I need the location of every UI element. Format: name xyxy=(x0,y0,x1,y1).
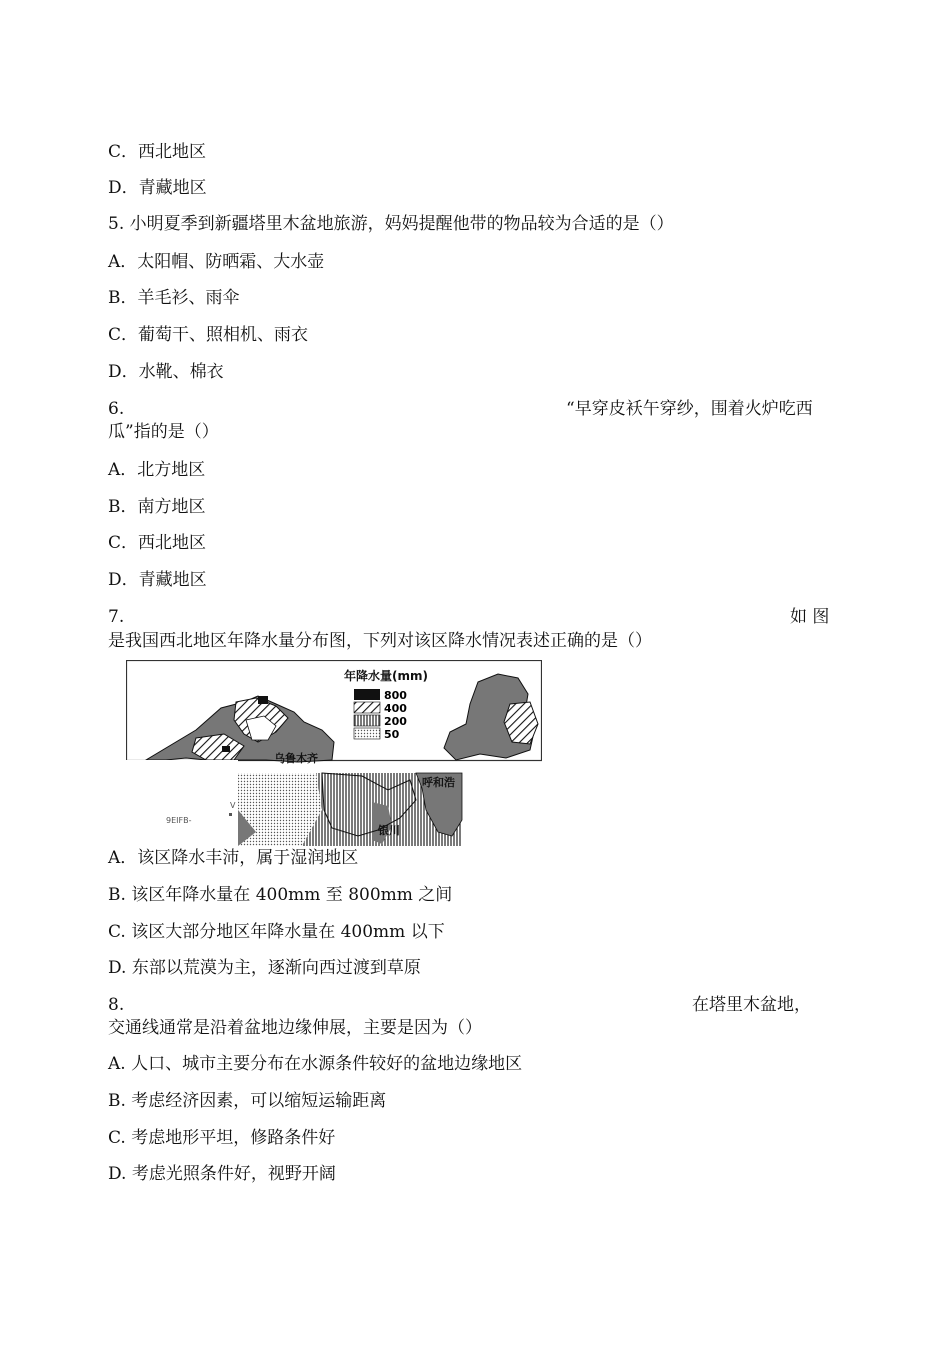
question-8-number: 8. xyxy=(108,995,125,1015)
option-6d: D．青藏地区 xyxy=(108,570,207,590)
legend-value-800: 800 xyxy=(384,689,407,702)
legend-value-50: 50 xyxy=(384,728,400,741)
option-4c: C．西北地区 xyxy=(108,142,207,162)
option-5c: C．葡萄干、照相机、雨衣 xyxy=(108,325,309,345)
question-6-number: 6. xyxy=(108,399,125,419)
question-7-number: 7. xyxy=(108,607,125,627)
option-7d: D. 东部以荒漠为主，逐渐向西过渡到草原 xyxy=(108,958,421,978)
city-label-hohhot: 呼和浩 xyxy=(422,776,455,789)
option-8d: D. 考虑光照条件好，视野开阔 xyxy=(108,1164,336,1184)
option-5a: A．太阳帽、防晒霜、大水壶 xyxy=(108,252,325,272)
legend-value-400: 400 xyxy=(384,702,407,715)
option-5d: D．水靴、棉衣 xyxy=(108,362,224,382)
svg-text:V: V xyxy=(230,801,236,810)
question-8-text-wrap: 交通线通常是沿着盆地边缘伸展，主要是因为（） xyxy=(108,1018,482,1038)
option-8b: B. 考虑经济因素，可以缩短运输距离 xyxy=(108,1091,387,1111)
city-label-yinchuan: 银川 xyxy=(378,824,400,837)
question-6-text-wrap: 瓜”指的是（） xyxy=(108,422,219,442)
legend-title: 年降水量(mm) xyxy=(344,669,428,683)
question-6-text: “早穿皮袄午穿纱，围着火炉吃西 xyxy=(566,399,813,419)
question-8-text: 在塔里木盆地， xyxy=(692,995,811,1015)
option-8c: C. 考虑地形平坦，修路条件好 xyxy=(108,1128,336,1148)
option-6b: B．南方地区 xyxy=(108,497,206,517)
city-label-urumqi: 乌鲁木齐 xyxy=(274,752,318,765)
option-7b: B. 该区年降水量在 400mm 至 800mm 之间 xyxy=(108,885,453,905)
legend-swatch-200 xyxy=(354,715,380,726)
option-4d: D．青藏地区 xyxy=(108,178,207,198)
artifact-label: 9EIFB- xyxy=(166,816,192,825)
question-5: 5. 小明夏季到新疆塔里木盆地旅游，妈妈提醒他带的物品较为合适的是（） xyxy=(108,214,674,234)
option-6a: A．北方地区 xyxy=(108,460,206,480)
option-8a: A. 人口、城市主要分布在水源条件较好的盆地边缘地区 xyxy=(108,1054,523,1074)
legend-swatch-800 xyxy=(354,689,380,700)
legend-value-200: 200 xyxy=(384,715,407,728)
option-7c: C. 该区大部分地区年降水量在 400mm 以下 xyxy=(108,922,445,942)
option-7a: A．该区降水丰沛，属于湿润地区 xyxy=(108,848,359,868)
precipitation-map xyxy=(126,660,542,846)
question-7-text-wrap: 是我国西北地区年降水量分布图，下列对该区降水情况表述正确的是（） xyxy=(108,631,652,651)
legend-swatch-400 xyxy=(354,702,380,713)
question-7-text: 如 图 xyxy=(790,607,830,627)
option-5b: B．羊毛衫、雨伞 xyxy=(108,288,240,308)
option-6c: C．西北地区 xyxy=(108,533,207,553)
legend-swatch-50 xyxy=(354,728,380,739)
